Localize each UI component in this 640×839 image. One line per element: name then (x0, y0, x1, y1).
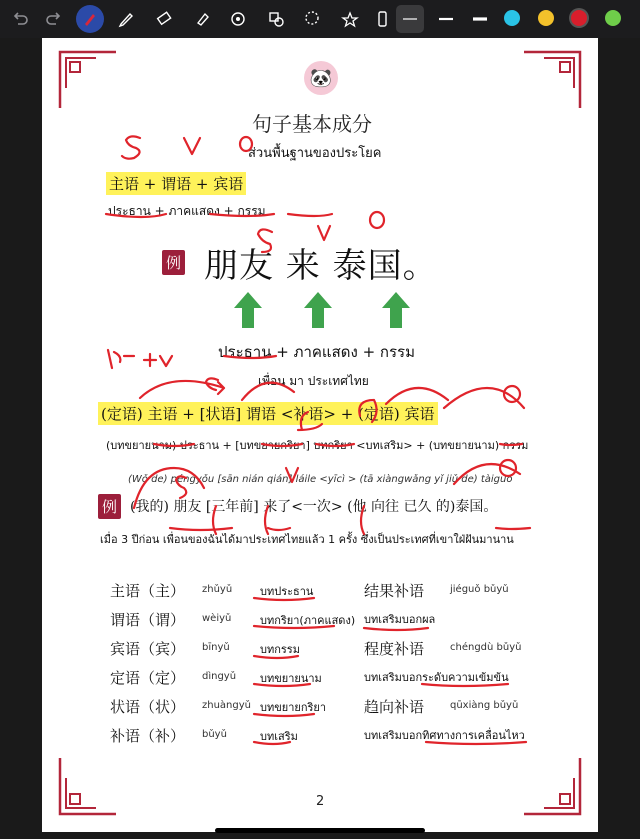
ink-de-n (108, 350, 134, 368)
term-pinyin: jiéguǒ bǔyǔ (450, 584, 509, 595)
page-number: 2 (316, 794, 325, 809)
term-th: บทขยายนาม (260, 672, 322, 685)
page-subtitle: ส่วนพื้นฐานของประโยค (248, 146, 382, 161)
term-pinyin: bǔyǔ (202, 729, 227, 740)
term-th: บทเสริมบอกทิศทางการเคลื่อนไหว (364, 729, 525, 742)
term-pinyin: bīnyǔ (202, 642, 230, 653)
ink-v (184, 138, 200, 154)
sticker-icon[interactable] (336, 5, 364, 33)
example1-sentence: 朋友 来 泰国。 (204, 246, 438, 286)
line-thickness-icon[interactable] (396, 5, 424, 33)
color-cyan[interactable] (504, 10, 520, 26)
pencil-icon[interactable] (112, 5, 140, 33)
term-cn: 定语（定） (110, 669, 186, 687)
term-pinyin: dìngyǔ (202, 671, 237, 682)
phone-icon[interactable] (368, 5, 396, 33)
panda-logo-icon: 🐼 (304, 61, 338, 95)
highlighter-icon[interactable] (188, 5, 216, 33)
ink-o2 (370, 212, 384, 228)
term-cn: 程度补语 (364, 640, 425, 658)
color-red[interactable] (571, 10, 587, 26)
full-formula-cn: (定语) 主语 + [状语] 谓语 <补语> + (定语) 宾语 (98, 402, 438, 425)
ink-o (240, 137, 252, 151)
term-cn: 状语（状） (110, 698, 186, 716)
line-medium-icon[interactable] (432, 5, 460, 33)
term-pinyin: chéngdù bǔyǔ (450, 642, 522, 653)
term-pinyin: zhǔyǔ (202, 584, 233, 595)
term-cn: 宾语（宾） (110, 640, 186, 658)
example1-structure-th: ประธาน + ภาคแสดง + กรรม (218, 343, 415, 361)
term-pinyin: qūxiàng bǔyǔ (450, 700, 519, 711)
example-badge: 例 (162, 250, 185, 275)
term-cn: 主语（主） (110, 582, 186, 600)
undo-icon[interactable] (6, 5, 34, 33)
term-th: บทกรรม (260, 643, 300, 656)
full-formula-th: (บทขยายนาม) ประธาน + [บทขยายกริยา] บทกริยา <บทเสริม> + (บทขยายนาม) กรรม (106, 439, 529, 452)
term-th: บทเสริม (260, 730, 298, 743)
color-green[interactable] (605, 10, 621, 26)
toolbar (0, 0, 640, 38)
red-handwriting-layer (42, 38, 598, 832)
example1-translation-th: เพื่อน มา ประเทศไทย (258, 374, 369, 388)
example2-pinyin: (Wǒ de) péngyǒu [sān nián qián] láile <yīcì > (tā xiàngwǎng yǐ jiǔ de) tàiguó (128, 474, 513, 485)
ink-s (122, 136, 140, 158)
shapes-icon[interactable] (262, 5, 290, 33)
ink-v2 (318, 226, 330, 240)
home-indicator (215, 828, 425, 833)
example2-badge: 例 (98, 494, 121, 519)
term-cn: 趋向补语 (364, 698, 425, 716)
line-thick-icon[interactable] (466, 5, 494, 33)
term-cn: 谓语（谓） (110, 611, 186, 629)
term-th: บทขยายกริยา (260, 701, 327, 714)
term-pinyin: wèiyǔ (202, 613, 232, 624)
example2-sentence: (我的) 朋友 [三年前] 来了<一次> (他 向往 已久 的)泰国。 (130, 499, 498, 515)
ink-s2 (258, 229, 272, 252)
term-cn: 补语（补） (110, 727, 186, 745)
basic-formula-cn: 主语 + 谓语 + 宾语 (106, 172, 246, 195)
document-page (42, 38, 598, 832)
term-th: บทเสริมบอกผล (364, 613, 436, 626)
page-title: 句子基本成分 (252, 112, 372, 136)
lasso-icon[interactable] (224, 5, 252, 33)
term-th: บทเสริมบอกระดับความเข้มข้น (364, 671, 509, 684)
basic-formula-th: ประธาน + ภาคแสดง + กรรม (108, 204, 266, 218)
pen-icon[interactable] (76, 5, 104, 33)
term-cn: 结果补语 (364, 582, 425, 600)
eraser-icon[interactable] (150, 5, 178, 33)
term-th: บทกริยา(ภาคแสดง) (260, 614, 356, 627)
term-th: บทประธาน (260, 585, 314, 598)
selection-icon[interactable] (298, 5, 326, 33)
example2-translation-th: เมื่อ 3 ปีก่อน เพื่อนของฉันได้มาประเทศไทยแล้ว 1 ครั้ง ซึ่งเป็นประเทศที่เขาใฝ่ฝันมานาน (100, 533, 514, 546)
color-yellow[interactable] (538, 10, 554, 26)
term-pinyin: zhuàngyǔ (202, 700, 251, 711)
redo-icon[interactable] (40, 5, 68, 33)
